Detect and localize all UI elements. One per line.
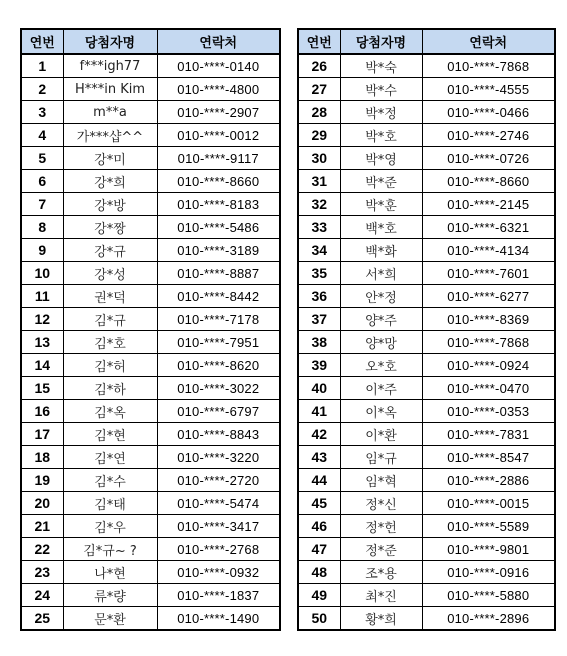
table-row: [21, 607, 280, 631]
winner-number: 16: [21, 400, 63, 423]
winner-phone: 010-****-3022: [157, 377, 280, 400]
table-body-left: [21, 54, 280, 630]
table-row: [21, 561, 280, 584]
winner-name: 양*주: [340, 308, 422, 331]
winner-name: 가***샵^^: [63, 124, 157, 147]
winner-number: 50: [298, 607, 340, 631]
winner-phone: 010-****-2746: [422, 124, 555, 147]
winner-phone: 010-****-6797: [157, 400, 280, 423]
winner-name: 서*희: [340, 262, 422, 285]
table-row: [298, 538, 555, 561]
winner-name: 강*성: [63, 262, 157, 285]
winner-name: 정*신: [340, 492, 422, 515]
winner-table-left: [20, 28, 281, 631]
winner-name: 김*현: [63, 423, 157, 446]
table-row: [298, 147, 555, 170]
winner-name: 김*허: [63, 354, 157, 377]
table-header-row: [21, 29, 280, 54]
winner-number: 42: [298, 423, 340, 446]
winner-name: 양*망: [340, 331, 422, 354]
winner-phone: 010-****-7831: [422, 423, 555, 446]
winner-phone: 010-****-1490: [157, 607, 280, 631]
winner-number: 33: [298, 216, 340, 239]
winner-phone: 010-****-8442: [157, 285, 280, 308]
table-row: [21, 285, 280, 308]
winner-phone: 010-****-8369: [422, 308, 555, 331]
winner-name: 김*규~ ?: [63, 538, 157, 561]
winner-phone: 010-****-0470: [422, 377, 555, 400]
winner-name: 황*희: [340, 607, 422, 631]
winner-number: 36: [298, 285, 340, 308]
table-row: [21, 101, 280, 124]
winner-number: 4: [21, 124, 63, 147]
winner-phone: 010-****-9801: [422, 538, 555, 561]
winner-number: 49: [298, 584, 340, 607]
winner-name: 김*태: [63, 492, 157, 515]
winner-number: 25: [21, 607, 63, 631]
winner-name: 김*연: [63, 446, 157, 469]
winner-phone: 010-****-8547: [422, 446, 555, 469]
winner-name: 박*영: [340, 147, 422, 170]
winner-phone: 010-****-2768: [157, 538, 280, 561]
winner-number: 28: [298, 101, 340, 124]
winner-phone: 010-****-5474: [157, 492, 280, 515]
winner-phone: 010-****-4800: [157, 78, 280, 101]
winner-number: 37: [298, 308, 340, 331]
table-row: [21, 170, 280, 193]
table-row: [298, 354, 555, 377]
table-row: [21, 308, 280, 331]
winner-number: 18: [21, 446, 63, 469]
winner-phone: 010-****-8620: [157, 354, 280, 377]
header-phone: 연락처: [157, 29, 280, 54]
winner-phone: 010-****-0466: [422, 101, 555, 124]
winner-name: 이*옥: [340, 400, 422, 423]
winner-number: 22: [21, 538, 63, 561]
winner-number: 2: [21, 78, 63, 101]
winner-phone: 010-****-8183: [157, 193, 280, 216]
table-row: [298, 400, 555, 423]
winner-phone: 010-****-2886: [422, 469, 555, 492]
winner-name: 김*규: [63, 308, 157, 331]
winner-number: 38: [298, 331, 340, 354]
table-row: [298, 377, 555, 400]
table-row: [298, 101, 555, 124]
table-row: [21, 423, 280, 446]
header-name: 당첨자명: [63, 29, 157, 54]
table-row: [298, 446, 555, 469]
winner-phone: 010-****-2720: [157, 469, 280, 492]
table-row: [21, 446, 280, 469]
table-row: [21, 515, 280, 538]
winner-name: 강*희: [63, 170, 157, 193]
winner-number: 40: [298, 377, 340, 400]
table-row: [21, 239, 280, 262]
table-row: [298, 331, 555, 354]
winner-number: 32: [298, 193, 340, 216]
winner-name: m**a: [63, 101, 157, 124]
winner-number: 44: [298, 469, 340, 492]
winner-number: 45: [298, 492, 340, 515]
winner-phone: 010-****-4134: [422, 239, 555, 262]
winner-phone: 010-****-3220: [157, 446, 280, 469]
winner-number: 31: [298, 170, 340, 193]
winner-name: 김*옥: [63, 400, 157, 423]
table-row: [21, 331, 280, 354]
table-row: [21, 354, 280, 377]
winner-name: 박*수: [340, 78, 422, 101]
winner-phone: 010-****-2145: [422, 193, 555, 216]
winner-phone: 010-****-4555: [422, 78, 555, 101]
table-row: [298, 515, 555, 538]
table-row: [298, 124, 555, 147]
winner-number: 34: [298, 239, 340, 262]
winner-name: 류*량: [63, 584, 157, 607]
winner-phone: 010-****-7868: [422, 54, 555, 78]
winner-phone: 010-****-1837: [157, 584, 280, 607]
winner-number: 21: [21, 515, 63, 538]
winner-name: 박*숙: [340, 54, 422, 78]
winner-number: 12: [21, 308, 63, 331]
winner-phone: 010-****-8887: [157, 262, 280, 285]
table-row: [21, 538, 280, 561]
winner-number: 13: [21, 331, 63, 354]
table-header-row: [298, 29, 555, 54]
table-row: [21, 78, 280, 101]
winner-name: 박*훈: [340, 193, 422, 216]
winner-number: 17: [21, 423, 63, 446]
winner-phone: 010-****-5589: [422, 515, 555, 538]
table-row: [21, 147, 280, 170]
winner-number: 9: [21, 239, 63, 262]
winner-name: 임*규: [340, 446, 422, 469]
table-row: [298, 469, 555, 492]
winner-name: 오*호: [340, 354, 422, 377]
winner-name: 최*진: [340, 584, 422, 607]
winner-number: 46: [298, 515, 340, 538]
winner-number: 48: [298, 561, 340, 584]
winner-phone: 010-****-5880: [422, 584, 555, 607]
table-row: [298, 262, 555, 285]
winner-name: 강*규: [63, 239, 157, 262]
winner-phone: 010-****-2907: [157, 101, 280, 124]
winner-number: 11: [21, 285, 63, 308]
winner-name: 정*준: [340, 538, 422, 561]
table-row: [21, 469, 280, 492]
table-row: [298, 308, 555, 331]
winner-phone: 010-****-6277: [422, 285, 555, 308]
table-row: [298, 170, 555, 193]
winner-phone: 010-****-0932: [157, 561, 280, 584]
table-row: [298, 561, 555, 584]
table-row: [21, 124, 280, 147]
table-row: [298, 285, 555, 308]
winner-phone: 010-****-7178: [157, 308, 280, 331]
winner-name: 정*헌: [340, 515, 422, 538]
winner-number: 6: [21, 170, 63, 193]
winner-name: 권*덕: [63, 285, 157, 308]
winner-number: 7: [21, 193, 63, 216]
winner-name: 강*방: [63, 193, 157, 216]
winner-phone: 010-****-8660: [157, 170, 280, 193]
winner-phone: 010-****-3189: [157, 239, 280, 262]
winner-name: 박*준: [340, 170, 422, 193]
winner-name: 김*수: [63, 469, 157, 492]
winner-number: 30: [298, 147, 340, 170]
winner-number: 29: [298, 124, 340, 147]
winner-number: 43: [298, 446, 340, 469]
winner-number: 5: [21, 147, 63, 170]
table-row: [21, 377, 280, 400]
winner-name: f***igh77: [63, 54, 157, 78]
winner-name: 문*환: [63, 607, 157, 631]
table-row: [298, 423, 555, 446]
header-no: 연번: [21, 29, 63, 54]
winner-name: 이*주: [340, 377, 422, 400]
winner-phone: 010-****-6321: [422, 216, 555, 239]
table-row: [21, 400, 280, 423]
winner-number: 41: [298, 400, 340, 423]
header-no: 연번: [298, 29, 340, 54]
winner-phone: 010-****-5486: [157, 216, 280, 239]
table-row: [298, 607, 555, 631]
table-row: [298, 78, 555, 101]
table-body-right: [298, 54, 555, 630]
winner-number: 3: [21, 101, 63, 124]
winner-phone: 010-****-0012: [157, 124, 280, 147]
winner-name: 강*미: [63, 147, 157, 170]
winner-number: 35: [298, 262, 340, 285]
winner-name: 나*현: [63, 561, 157, 584]
table-row: [298, 492, 555, 515]
winner-number: 26: [298, 54, 340, 78]
winner-number: 27: [298, 78, 340, 101]
winner-number: 8: [21, 216, 63, 239]
winner-number: 24: [21, 584, 63, 607]
winner-name: 이*환: [340, 423, 422, 446]
winner-table-right: [297, 28, 556, 631]
table-row: [298, 54, 555, 78]
table-row: [298, 584, 555, 607]
winner-name: 백*호: [340, 216, 422, 239]
winner-phone: 010-****-0353: [422, 400, 555, 423]
winner-name: 백*화: [340, 239, 422, 262]
winner-name: 박*호: [340, 124, 422, 147]
table-row: [298, 193, 555, 216]
winner-number: 23: [21, 561, 63, 584]
winner-number: 19: [21, 469, 63, 492]
winner-number: 10: [21, 262, 63, 285]
winner-number: 47: [298, 538, 340, 561]
winner-phone: 010-****-0140: [157, 54, 280, 78]
winner-phone: 010-****-2896: [422, 607, 555, 631]
winner-number: 15: [21, 377, 63, 400]
table-row: [21, 584, 280, 607]
winner-phone: 010-****-0916: [422, 561, 555, 584]
winner-number: 14: [21, 354, 63, 377]
winner-phone: 010-****-9117: [157, 147, 280, 170]
winner-name: 강*짱: [63, 216, 157, 239]
winner-name: 김*우: [63, 515, 157, 538]
winner-name: 김*호: [63, 331, 157, 354]
winner-number: 39: [298, 354, 340, 377]
table-row: [21, 54, 280, 78]
winner-number: 1: [21, 54, 63, 78]
winner-name: 안*정: [340, 285, 422, 308]
winner-phone: 010-****-8843: [157, 423, 280, 446]
table-row: [21, 262, 280, 285]
table-row: [298, 216, 555, 239]
winner-name: 김*하: [63, 377, 157, 400]
header-name: 당첨자명: [340, 29, 422, 54]
table-row: [298, 239, 555, 262]
winner-number: 20: [21, 492, 63, 515]
table-row: [21, 193, 280, 216]
winner-name: 박*정: [340, 101, 422, 124]
table-row: [21, 216, 280, 239]
winner-phone: 010-****-8660: [422, 170, 555, 193]
winner-phone: 010-****-0015: [422, 492, 555, 515]
header-phone: 연락처: [422, 29, 555, 54]
winner-phone: 010-****-3417: [157, 515, 280, 538]
table-row: [21, 492, 280, 515]
winner-phone: 010-****-7601: [422, 262, 555, 285]
winner-phone: 010-****-0726: [422, 147, 555, 170]
winner-name: H***in Kim: [63, 78, 157, 101]
winner-name: 임*혁: [340, 469, 422, 492]
winner-phone: 010-****-7868: [422, 331, 555, 354]
winner-phone: 010-****-7951: [157, 331, 280, 354]
winner-phone: 010-****-0924: [422, 354, 555, 377]
winner-name: 조*용: [340, 561, 422, 584]
